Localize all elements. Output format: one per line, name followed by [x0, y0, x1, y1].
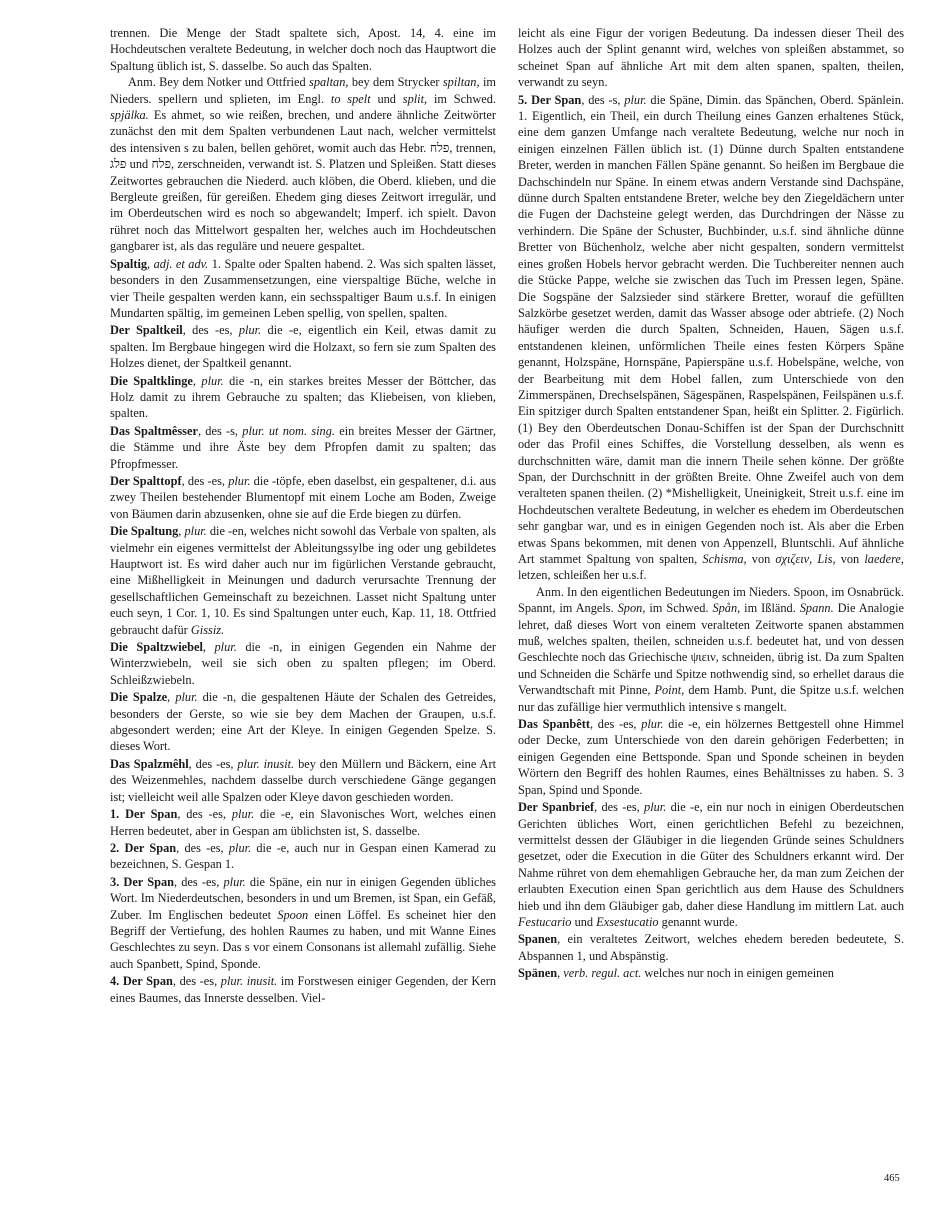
body-text: die -töpfe, eben daselbst, ein gespaltener, d.i. aus zwey Theilen bestehender Blumentopf mit einem Loche am Boden, Zweige von Bäumen darin abzusenken, ohne sie auf die Erde biegen zu dürfen. — [110, 473, 496, 521]
body-text: im Schwed. — [427, 91, 496, 106]
italic-text: plur. — [228, 473, 251, 488]
body-text: trennen. Die Menge der Stadt spaltete sich, Apost. 14, 4. eine im Hochdeutschen veraltete Bedeutung, in welcher doch noch das Hauptwort die Spaltung üblich ist, S. dasselbe. So auch das Spalten. — [110, 26, 496, 73]
annotation-paragraph — [518, 584, 904, 715]
body-text: welches nur noch in einigen gemeinen — [641, 966, 834, 981]
body-text: von — [746, 552, 776, 566]
italic-text: Point, — [654, 683, 685, 698]
body-text: , des -s, — [197, 423, 243, 438]
dictionary-entry — [518, 931, 904, 964]
dictionary-entry — [110, 373, 496, 422]
body-text: von — [835, 552, 865, 566]
headword: Das Spaltmêsser — [110, 423, 198, 438]
italic-text: plur. — [238, 323, 262, 338]
italic-text: Spann. — [799, 601, 834, 616]
headword: Spanen — [518, 932, 558, 947]
italic-text: Spån, — [712, 601, 741, 616]
annotation-paragraph — [110, 74, 496, 254]
body-text: dem Hamb. Punt, die Spitze u.s.f. welchen nur das zufällige hier vermuthlich intensive s mangelt. — [518, 683, 904, 714]
body-text: die -e, eigentlich ein Keil, etwas damit zu spalten. Im Bergbaue hingegen wird die Holzaxt, so fern sie zum Spalten des Holzes dienet, der Spaltkeil genannt. — [110, 323, 496, 371]
body-text: Die Analogie lehret, daß dieses Wort von einem veralteten Zeitworte spanen abstammen muß, welches spalten, theilen, schneiden u.s.f. bedeutet hat, und von dessen Geschlechte noch das Griechische ψιειν, schneiden, übrig ist. Da zum Spalten und Schneiden die Schärfe und Spitze nothwendig sind, so erhellet daraus die Verwandtschaft mit Pinne, — [518, 601, 904, 698]
body-text: , ein veraltetes Zeitwort, welches ehedem bereden bedeutete, S. Abspannen 1, und Abspänstig. — [518, 932, 904, 963]
continued-paragraph — [518, 25, 904, 91]
italic-text: plur. inusit. — [237, 756, 295, 771]
body-text: , des -es, — [173, 874, 224, 889]
left-column — [110, 25, 496, 1006]
body-text: die -n, in einigen Gegenden ein Nahme der Winterzwiebeln, weil sie sich oben zu spalten pflegen; im Oberd. Schleißzwiebeln. — [110, 640, 496, 687]
italic-text: Schisma, — [702, 552, 747, 566]
body-text: und — [370, 91, 403, 106]
body-text: ein breites Messer der Gärtner, die Stämme und ihre Äste bey dem Pfropfen damit zu spalten; das Pfropfmesser. — [110, 423, 496, 471]
body-text: , des -es, — [181, 473, 229, 488]
body-text: die -e, auch nur in Gespan einen Kamerad zu bezeichnen, S. Gespan 1. — [110, 840, 496, 872]
dictionary-entry — [110, 806, 496, 839]
body-text: bey den Müllern und Bäckern, eine Art des Weizenmehles, nachdem dasselbe durch verschiedene Gänge gegangen ist; vielleicht weil alle Spalzen oder Kleye davon geschieden worden. — [110, 756, 496, 804]
body-text: leicht als eine Figur der vorigen Bedeutung. Da indessen dieser Theil des Holzes auch der Splint genannt wird, welches von spleißen abstammet, so scheinet Span auf ähnliche Art mit dem alten spanen, spalten, theilen, verwandt zu seyn. — [518, 26, 904, 90]
italic-text: plur. ut nom. sing. — [242, 423, 335, 438]
italic-text: plur. — [231, 807, 255, 822]
italic-text: plur. — [228, 840, 252, 855]
body-text: , des -es, — [172, 974, 221, 989]
dictionary-entry — [110, 973, 496, 1006]
italic-text: plur. — [223, 874, 246, 889]
italic-text: Gissiz. — [190, 622, 225, 637]
dictionary-entry — [518, 92, 904, 584]
body-text: , — [167, 690, 176, 705]
headword: 5. Der Span — [518, 92, 582, 107]
body-text: 1. Spalte oder Spalten habend. 2. Was sich spalten lässet, besonders in den Zusammensetzungen, eine vierspaltige Büche, welche in vier Theile gespalten werden kann, ein sechsspaltiger Baum u.s.f. In einigen Mundarten spältig, im gemeinen Leben spellig, von spellen, spalten. — [110, 256, 497, 320]
body-text: im Nieders. spellern und splieten, im Engl. — [110, 75, 496, 106]
italic-text: Lis, — [817, 552, 836, 566]
headword: Die Spaltzwiebel — [110, 640, 203, 655]
dictionary-entry — [518, 716, 904, 798]
italic-text: σχιζειν, — [775, 552, 813, 566]
italic-text: to spelt — [330, 91, 371, 106]
italic-text: plur. — [201, 373, 224, 388]
dictionary-entry — [110, 756, 496, 805]
body-text: Es ahmet, so wie reißen, brechen, und andere ähnliche Zeitwörter zunächst den mit dem Spalten verbundenen Laut nach, welcher vermittelst des intensiven s zu balen, bellen gehöret, womit auch das Hebr. פלח, trennen, פלג und פלח, zerschneiden, verwandt ist. S. Platzen und Spleißen. Statt dieses Zeitwortes gebrauchen die Niederd. auch klöben, die Oberd. klieben, und die Bergleute greißen, für gereißen. Ehedem ging dieses Zeitwort irregulär, und im Oberdeutschen wird es noch so abgewandelt; Imperf. ich spielt. Davon rühret noch das Mittelwort gespalten her, welches auch im Hochdeutschen gangbarer ist, als das reguläre und neuere gespaltet. — [110, 108, 497, 254]
body-text: bey dem Strycker — [348, 75, 443, 90]
headword: 2. Der Span — [110, 840, 177, 855]
italic-text: Spoon — [277, 907, 309, 922]
italic-text: plur. — [175, 690, 198, 705]
body-text: , — [202, 640, 215, 655]
italic-text: adj. et adv. — [153, 256, 209, 271]
dictionary-entry — [110, 840, 496, 873]
headword: Die Spaltklinge — [110, 373, 193, 388]
body-text: , des -es, — [182, 323, 239, 338]
italic-text: plur. — [624, 92, 647, 107]
italic-text: plur. — [641, 717, 664, 732]
italic-text: spiltan, — [442, 75, 480, 90]
body-text: die -en, welches nicht sowohl das Verbale von spalten, als vielmehr ein eigenes vermittelst der Ableitungssylbe ing oder ung gebildetes Hauptwort ist. Es wird daher auch nur im figürlichen Verstande gebraucht, eine Mißhelligkeit in Meinungen und dadurch verursachte Trennung der gesellschaftlichen Gemeinschaft zu bezeichnen. Lasset nicht Spaltung unter euch seyn, 1 Cor. 1, 10. Es sind Spaltungen unter euch, Kap. 11, 18. Ottfried gebraucht dafür — [110, 524, 496, 637]
body-text: die Späne, ein nur in einigen Gegenden übliches Wort. Im Niederdeutschen, besonders in und um Bremen, ist Span, ein Gefäß, Zuber. Im Englischen bedeutet — [110, 874, 496, 922]
body-text: einen Löffel. Es scheinet hier den Begriff der Vertiefung, des hohlen Raumes zu haben, und mit Wanne Eines Geschlechtes zu seyn. Das s vor einem Consonans ist allemahl zufällig. Siehe auch Spanbett, Spind, Sponde. — [110, 907, 496, 971]
headword: 1. Der Span — [110, 807, 178, 822]
right-column — [518, 25, 904, 982]
italic-text: plur. — [214, 640, 237, 655]
body-text: , — [192, 373, 202, 388]
headword: Das Spalzmêhl — [110, 756, 189, 771]
headword: Spänen — [518, 966, 558, 981]
dictionary-entry — [518, 965, 904, 981]
headword: Der Spalttopf — [110, 473, 182, 488]
body-text: die -n, ein starkes breites Messer der Böttcher, das Holz damit zu ihrem Gebrauche zu spalten; das Kliebeisen, von klieben, spalten. — [110, 373, 497, 421]
dictionary-entry — [518, 799, 904, 930]
body-text: , des -es, — [176, 840, 229, 855]
body-text: Anm. Bey dem Notker und Ottfried — [128, 75, 310, 90]
dictionary-entry — [110, 874, 496, 972]
body-text: , — [178, 524, 185, 539]
italic-text: Exsestucatio — [596, 914, 659, 929]
body-text: Anm. In den eigentlichen Bedeutungen im Nieders. Spoon, im Osnabrück. Spannt, im Angels. — [518, 584, 904, 616]
dictionary-entry — [110, 473, 496, 522]
body-text: , des -es, — [594, 800, 645, 815]
dictionary-entry — [110, 256, 496, 322]
body-text: im Ißländ. — [740, 601, 800, 616]
dictionary-entry — [110, 322, 496, 371]
italic-text: plur. — [184, 524, 207, 539]
headword: 4. Der Span — [110, 974, 173, 989]
italic-text: spjälka. — [110, 108, 149, 123]
italic-text: laedere, — [864, 552, 904, 566]
body-text: , des -es, — [177, 807, 232, 822]
body-text: die -e, ein nur noch in einigen Oberdeutschen Gerichten übliches Wort, einen gerichtlichen Befehl zu bezeichnen, vermittelst dessen der Gläubiger in die liegenden Gründe seines Schuldners gesetzet, oder die Execution in die Güter des Schuldners erkannt wird. Der Nahme rühret von dem ehemahligen Gebrauche her, da man zum Zeichen der erlaubten Execution einen Span gerichtlich aus dem Hause des Schuldners hieb und ihn dem Gläubiger gab, daher diese Handlung im mittlern Lat. auch — [518, 800, 905, 913]
body-text: , des -es, — [188, 756, 238, 771]
italic-text: split, — [402, 91, 428, 106]
body-text: im Schwed. — [645, 601, 713, 616]
body-text: die -n, die gespaltenen Häute der Schalen des Getreides, besonders der Gerste, so wie sie bey dem Machen der Graupen, u.s.f. abgesondert werden; eine Art der Kleye. In einigen Gegenden Spelze. S. dieses Wort. — [110, 690, 497, 754]
italic-text: plur. — [644, 800, 667, 815]
italic-text: Festucario — [518, 914, 572, 929]
continued-paragraph — [110, 25, 496, 74]
headword: Die Spalze — [110, 690, 168, 705]
dictionary-entry — [110, 523, 496, 638]
italic-text: spaltan, — [309, 75, 349, 90]
italic-text: plur. inusit. — [220, 974, 278, 989]
body-text: genannt wurde. — [658, 914, 738, 929]
body-text: die Späne, Dimin. das Spänchen, Oberd. Spänlein. 1. Eigentlich, ein Theil, ein durch Theilung eines Ganzen erhaltenes Stück, eine dem ganzen Umfange nach veraltete Bedeutung, welche nur noch in einigen einzelnen Fällen üblich ist. (1) Dünne durch Spalten entstandene Breter, werden in manchen Fällen Späne genannt. So heißen im Bergbaue die Dachschindeln nur Späne. In einem etwas andern Verstande sind Dachspäne, dünne durch Spalten entstandene Breter, welche bey den Ziegeldächern unter die Fugen der Dachsteine gelegt werden, das Durchdringen der Nässe zu verhindern. Die Späne der Schuster, Buchbinder, u.s.f. sind ähnliche dünne Bretter von Büchenholz, welche aber nicht gespalten, sondern vermittelst eines großen Hobels hervor gebracht werden. Die Tuchbereiter nennen auch die Stücke Pappe, welche sie zwischen das Tuch im Pressen legen, Späne. Die Sogspäne der Salzsieder sind stärkere Bretter, worauf die gefüllten Salzkörbe gesetzet werden, damit das Wasser absoge oder abtriefe. (2) Noch häufiger werden die durch Spalten, Schneiden, Hauen, Sägen u.s.f. entstandenen kleinen, unförmlichen Theile eines festen Körpers Späne genannt, Holzspäne, Hornspäne, Papierspäne u.s.f. Hobelspäne, welche, von der Bearbeitung mit dem Hobel fallen, zum Unterschiede von den Zimmerspänen, Drechselspänen, Sägespänen, Raspelspänen, Feilspänen u.s.f. Ein spitziger durch Spalten entstandener Span, heißt ein Splitter. 2. Figürlich. (1) Bey den Oberdeutschen Donau-Schiffen ist der Span der Durchschnitt oder das Profil eines Schiffes, die Vorstellung desselben, als wenn es durchschnitten wäre, damit man die innern Theile sehen könne. Der größte Span, der Durchschnitt in der größten Breite. Ohne Zweifel auch von dem veralteten spanen theilen. (2) *Mishelligkeit, Uneinigkeit, Streit u.s.f. eine im Hochdeutschen veraltete Bedeutung, in welcher es ehedem im Oberdeutschen sehr gangbar war, und es in einigen Gegenden noch ist. Als aber die Erben etwas Spans bekommen, mit denen von Appenzell, Bluntschli. Auf ähnliche Art stammet Spaltung von spalten, — [518, 92, 904, 566]
headword: Das Spanbêtt — [518, 717, 590, 732]
body-text: , — [147, 256, 154, 271]
page-number: 465 — [884, 1173, 900, 1184]
dictionary-entry — [110, 639, 496, 688]
body-text: die -e, ein hölzernes Bettgestell ohne Himmel oder Decke, zum Unterschiede von den darein gehörigen Federbetten; in einigen Gegenden eine Bettsponde. Span und Sponde scheinen in beyden Wörtern den Begriff des hohlen Raumes, eines Behältnisses zu haben. S. 3 Span, Spind und Sponde. — [518, 717, 905, 797]
body-text: , — [557, 966, 564, 981]
headword: Der Spanbrief — [518, 800, 595, 815]
italic-text: Spon, — [617, 601, 646, 616]
body-text: letzen, schleißen her u.s.f. — [518, 568, 647, 583]
headword: Spaltig — [110, 256, 148, 271]
italic-text: verb. regul. act. — [563, 966, 642, 981]
body-text: und — [571, 914, 597, 929]
body-text: , des -s, — [581, 92, 625, 107]
body-text: im Forstwesen einiger Gegenden, der Kern eines Baumes, das Innerste desselben. Viel- — [110, 974, 496, 1005]
headword: Der Spaltkeil — [110, 323, 183, 338]
headword: Die Spaltung — [110, 524, 179, 539]
body-text: die -e, ein Slavonisches Wort, welches einen Herren bedeutet, aber in Gespan am üblichsten ist, S. dasselbe. — [110, 807, 496, 838]
dictionary-entry — [110, 423, 496, 472]
body-text: , des -es, — [589, 717, 642, 732]
headword: 3. Der Span — [110, 874, 174, 889]
dictionary-entry — [110, 689, 496, 755]
